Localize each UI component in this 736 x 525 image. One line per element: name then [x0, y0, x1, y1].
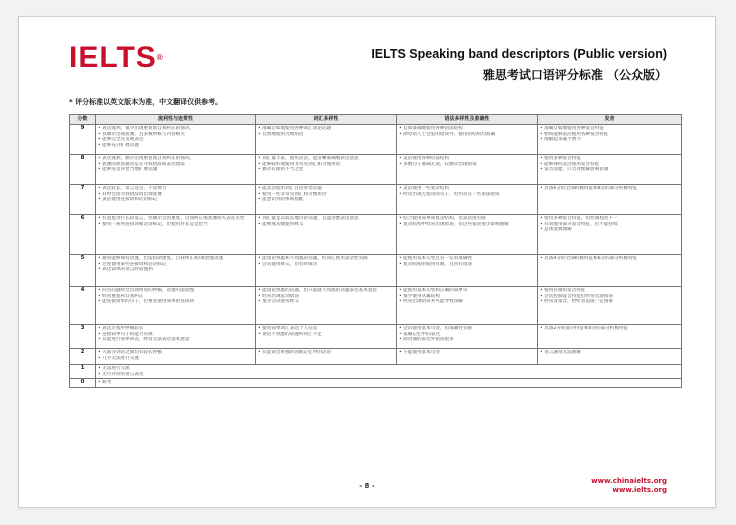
descriptor-cell: [96, 349, 256, 365]
table-row: [70, 215, 682, 255]
ielts-link[interactable]: www.ielts.org: [612, 486, 667, 494]
descriptor-line: • 表达较长，语言连贯，不显费力: [98, 186, 253, 192]
logo-registered-mark: ®: [156, 53, 164, 62]
descriptor-line: • 灵活使用一些复杂结构: [399, 186, 535, 192]
descriptor-line: • 使用一系列连接词和话语标记，但使用并非总是恰当: [98, 222, 253, 228]
descriptor-line: • 有效使用部分发音特征，但不能持续: [540, 222, 679, 228]
table-row: [70, 287, 682, 325]
descriptor-cell: [256, 125, 397, 155]
band-score: 0: [70, 379, 96, 388]
descriptor-line: • 使用简单词汇表达个人信息: [258, 326, 394, 332]
table-row: [70, 255, 682, 287]
descriptor-cell: [397, 185, 538, 215]
descriptor-line: • 经常出现无错误的句子，但仍存在一些语法错误: [399, 192, 535, 198]
descriptor-line: • 经常出现错误并可能导致误解: [399, 299, 535, 305]
document-title-zh: 雅思考试口语评分标准 （公众版）: [482, 68, 667, 82]
table-row: [70, 379, 682, 388]
descriptor-line: • 复杂结构中经常出现错误，但这些错误很少影响理解: [399, 222, 535, 228]
descriptor-line: • 灵活使用连接词和话语标记: [98, 197, 253, 203]
column-header-lexical: 词汇多样性: [256, 115, 397, 125]
descriptor-line: • 谈论不熟悉的话题时词汇不足: [258, 332, 394, 338]
descriptor-line: • 表达流利，偶尔出现重复或自我纠正的情况，: [98, 156, 253, 162]
column-header-grammar: 语法多样性及准确性: [397, 115, 538, 125]
column-header-fluency: 流利性与连贯性: [96, 115, 256, 125]
descriptor-cell: [538, 349, 682, 365]
descriptor-cell: [96, 125, 256, 155]
descriptor-line: • 依赖记忆中的表达: [399, 332, 535, 338]
table-row: [70, 349, 682, 365]
descriptor-cell: [96, 365, 682, 379]
descriptor-line: • 过度使用某些连接词和话语标记: [98, 262, 253, 268]
descriptor-cell: [397, 125, 538, 155]
logo-text: IELTS: [69, 41, 157, 74]
band-score: 1: [70, 365, 96, 379]
descriptor-line: • 自如准确地使用各种语法结构: [399, 126, 535, 132]
descriptor-line: • 能灵活使用词汇讨论各类话题: [258, 186, 394, 192]
table-row: [70, 365, 682, 379]
column-header-band: 分数: [70, 115, 96, 125]
descriptor-line: • 使用多种发音特征: [540, 156, 679, 162]
descriptor-cell: [397, 155, 538, 185]
band-descriptors-table: [69, 114, 682, 388]
descriptor-line: • 除母语人士会犯的错误外，使用的结构均准确: [399, 132, 535, 138]
descriptor-line: • 表达过程中停顿较长: [98, 326, 253, 332]
descriptor-cell: [538, 155, 682, 185]
ielts-logo: [69, 43, 164, 73]
descriptor-cell: [256, 349, 397, 365]
descriptor-line: • 经常出现选词错误: [258, 294, 394, 300]
descriptor-line: • 具备2分的部分特征和4分的部分积极特征: [540, 326, 679, 332]
table-row: [70, 125, 682, 155]
descriptor-line: • 能够完全连贯地表达: [98, 137, 253, 143]
table-body: [70, 125, 682, 388]
descriptor-line: • 能意识到语体和搭配: [258, 197, 394, 203]
chinaielts-link[interactable]: www.chinaielts.org: [591, 477, 667, 485]
document-title-en: IELTS Speaking band descriptors (Public version): [371, 47, 667, 61]
page-number: - 8 -: [359, 482, 375, 490]
translation-note: * 评分标准以英文版本为准，中文翻译仅供参考。: [69, 98, 223, 106]
descriptor-cell: [96, 325, 256, 349]
descriptor-line: • 准确自如地使用各种发音特征: [540, 126, 679, 132]
descriptor-line: • 很少使用从属结构: [399, 294, 535, 300]
descriptor-line: • 犹豫的原因通常是在寻找措辞或表达想法: [98, 162, 253, 168]
band-score: 4: [70, 287, 96, 325]
descriptor-line: • 经常重复和自我纠正: [98, 294, 253, 300]
descriptor-cell: [96, 215, 256, 255]
descriptor-cell: [397, 255, 538, 287]
descriptor-cell: [397, 325, 538, 349]
descriptor-line: • 总体能被理解: [540, 227, 679, 233]
descriptor-cell: [256, 287, 397, 325]
band-score: 8: [70, 155, 96, 185]
descriptor-line: • 能够保持灵活使用发音特征: [540, 162, 679, 168]
footer-links: [591, 477, 667, 495]
descriptor-cell: [96, 155, 256, 185]
band-score: 6: [70, 215, 96, 255]
descriptor-line: • 发音清楚，口音对理解影响甚微: [540, 167, 679, 173]
descriptor-line: • 能使用基本句型和正确的简单句: [399, 288, 535, 294]
descriptor-line: • 不能使用基本句型: [399, 350, 535, 356]
descriptor-line: • 使用多种发音特征，但控制程度不一: [540, 216, 679, 222]
table-row: [70, 325, 682, 349]
descriptor-line: • 经常发错音，给听者造成一定困难: [540, 299, 679, 305]
descriptor-cell: [256, 325, 397, 349]
descriptor-line: • 具备6分的全部积极特征和8分的部分积极特征: [540, 186, 679, 192]
descriptor-cell: [96, 185, 256, 215]
table-row: [70, 185, 682, 215]
descriptor-line: • 表达流利，很少出现重复或自我纠正的情况，: [98, 126, 253, 132]
descriptor-line: • 能够连贯并恰当地扩展话题: [98, 167, 253, 173]
band-score: 3: [70, 325, 96, 349]
descriptor-line: • 准确自如地使用各种词汇谈论话题: [258, 126, 394, 132]
band-score: 7: [70, 185, 96, 215]
descriptor-cell: [538, 185, 682, 215]
descriptor-line: • 结合使用简单和复杂结构，但灵活度有限: [399, 216, 535, 222]
descriptor-line: • 除背诵的表达外错误很多: [399, 337, 535, 343]
descriptor-cell: [256, 155, 397, 185]
descriptor-line: • 缺考: [98, 380, 679, 386]
table-header-row: [70, 115, 682, 125]
descriptor-line: • 能够充分扩展话题: [98, 143, 253, 149]
descriptor-line: • 复杂结构的使用有限，且常有错误: [399, 262, 535, 268]
descriptor-line: • 语言通常无法理解: [540, 350, 679, 356]
descriptor-line: • 具备4分的全部积极特征和6分的部分积极特征: [540, 256, 679, 262]
descriptor-line: • 能连接简单的句子，但重复使用简单的连接词: [98, 299, 253, 305]
descriptor-cell: [538, 125, 682, 155]
descriptor-line: • 有时会因寻找措辞而出现犹豫: [98, 192, 253, 198]
descriptor-line: • 很少尝试使用释义: [258, 299, 394, 305]
descriptor-line: • 仅能进行简单回答，经常无法表达基本意思: [98, 337, 253, 343]
descriptor-line: • 使用一些非常见词汇和习惯用语: [258, 192, 394, 198]
descriptor-line: • 能够较好地使用非常见词汇和习惯用语: [258, 162, 394, 168]
descriptor-line: • 仅偶尔出现犹豫，且多数时候与内容相关: [98, 132, 253, 138]
descriptor-cell: [538, 215, 682, 255]
descriptor-line: • 回答问题时会出现明显的停顿，语速可能较慢: [98, 288, 253, 294]
descriptor-line: • 尝试使用基本句型，但准确性有限: [399, 326, 535, 332]
descriptor-line: • 始终能够灵活使用各种发音特征: [540, 132, 679, 138]
descriptor-line: • 能使用基本句型且有一定的准确性: [399, 256, 535, 262]
band-score: 2: [70, 349, 96, 365]
descriptor-line: • 尝试控制发音特征但经常出现错误: [540, 294, 679, 300]
descriptor-line: • 灵活使用各种语法结构: [399, 156, 535, 162]
descriptor-line: • 多数句子准确无误，仅偶尔出现错误: [399, 162, 535, 168]
descriptor-line: • 大部分词语之间均有较长停顿: [98, 350, 253, 356]
table-row: [70, 155, 682, 185]
descriptor-line: • 仅能说出单独的词或记忆中的话语: [258, 350, 394, 356]
descriptor-cell: [96, 379, 682, 388]
descriptor-line: • 自然地使用习惯用语: [258, 132, 394, 138]
descriptor-line: • 使用有限的发音特征: [540, 288, 679, 294]
column-header-pronunciation: 发音: [538, 115, 682, 125]
descriptor-line: • 无法进行交流: [98, 366, 679, 372]
band-score: 5: [70, 255, 96, 287]
descriptor-line: • 无可评价的语言表达: [98, 372, 679, 378]
descriptor-cell: [397, 215, 538, 255]
descriptor-cell: [96, 287, 256, 325]
document-page: [18, 16, 716, 508]
descriptor-line: • 能谈论熟悉的话题，但只能就不熟悉的话题表达基本意思: [258, 288, 394, 294]
descriptor-cell: [538, 287, 682, 325]
descriptor-line: • 通常能够保持语流，但需借助重复、自我纠正和/或放慢语速: [98, 256, 253, 262]
descriptor-line: • 能够成功地使用释义: [258, 222, 394, 228]
descriptor-cell: [397, 287, 538, 325]
descriptor-line: • 词汇量丰富，使用灵活，能清晰准确地表达意思: [258, 156, 394, 162]
descriptor-line: • 偶尔有使用不当之处: [258, 167, 394, 173]
descriptor-line: • 有意愿进行长段发言，但偶尔会因重复、自我纠正或犹豫而失去连贯性: [98, 216, 253, 222]
descriptor-line: • 词汇量足以较长地讨论话题，且能清楚表达意思: [258, 216, 394, 222]
descriptor-cell: [538, 325, 682, 349]
descriptor-line: • 连接简单句子的能力有限: [98, 332, 253, 338]
band-score: 9: [70, 125, 96, 155]
descriptor-cell: [256, 215, 397, 255]
descriptor-line: • 能谈论熟悉和不熟悉的话题，但词汇使用灵活性有限: [258, 256, 394, 262]
descriptor-cell: [538, 255, 682, 287]
descriptor-line: • 理解起来毫不费力: [540, 137, 679, 143]
descriptor-cell: [256, 255, 397, 287]
descriptor-cell: [96, 255, 256, 287]
descriptor-line: • 表达简单的语言时较流利: [98, 267, 253, 273]
descriptor-cell: [397, 349, 538, 365]
descriptor-line: • 尝试使用释义，但有时成功: [258, 262, 394, 268]
descriptor-cell: [256, 185, 397, 215]
descriptor-line: • 几乎无法进行交流: [98, 356, 253, 362]
